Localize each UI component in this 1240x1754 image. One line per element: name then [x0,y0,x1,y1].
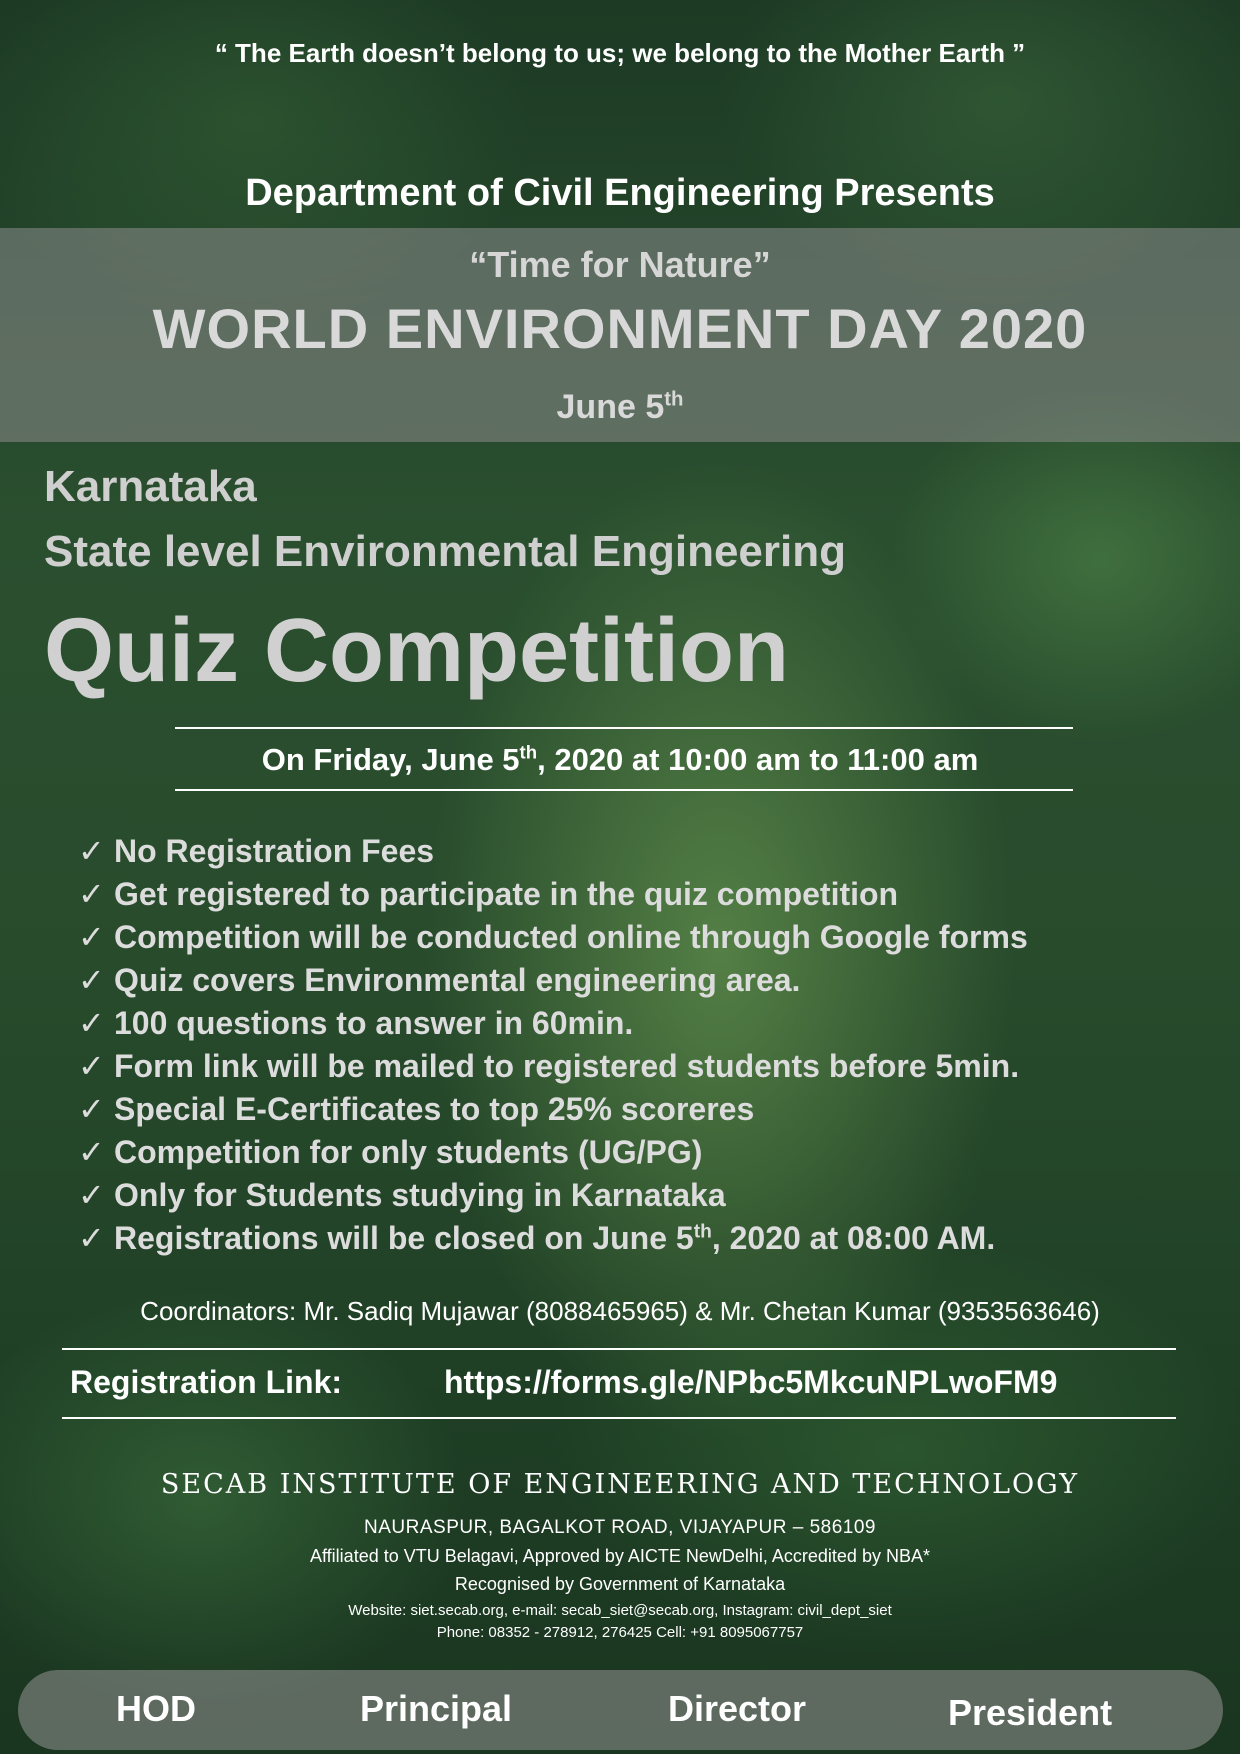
institute-contact-web: Website: siet.secab.org, e-mail: secab_siet@secab.org, Instagram: civil_dept_siet [348,1602,892,1619]
institute-contact-phone: Phone: 08352 - 278912, 276425 Cell: +91 8095067757 [436,1624,804,1641]
list-item [78,830,1228,873]
list-item [78,959,1228,1002]
list-item [78,1045,1228,1088]
institute-recognition: Recognised by Government of Karnataka [454,1574,786,1594]
feature-text: No Registration Fees [114,833,435,869]
feature-text-post: , 2020 at 08:00 AM. [711,1220,996,1256]
feature-text-pre: Registrations will be closed on June 5 [114,1220,694,1256]
presenter-heading: Department of Civil Engineering Presents [245,172,995,214]
registration-top-rule [62,1348,1176,1350]
schedule-pre: On Friday, June 5 [261,742,520,777]
signatory-hod: HOD [116,1688,196,1729]
check-icon: ✓ [78,1220,105,1256]
theme-text: “Time for Nature” [469,244,771,285]
check-icon: ✓ [78,1048,105,1084]
feature-list [78,830,1228,1260]
feature-text: Only for Students studying in Karnataka [114,1177,726,1213]
check-icon: ✓ [78,833,105,869]
check-icon: ✓ [78,1091,105,1127]
check-icon: ✓ [78,876,105,912]
list-item [78,1174,1228,1217]
registration-link[interactable]: https://forms.gle/NPbc5MkcuNPLwoFM9 [444,1364,1058,1400]
feature-text-sup: th [693,1221,712,1243]
coordinators-text: Coordinators: Mr. Sadiq Mujawar (8088465965) & Mr. Chetan Kumar (9353563646) [140,1296,1100,1326]
feature-text: Form link will be mailed to registered students before 5min. [114,1048,1020,1084]
schedule-sup: th [519,741,538,763]
feature-text: Get registered to participate in the quiz competition [114,876,899,912]
feature-text: 100 questions to answer in 60min. [114,1005,634,1041]
event-date [0,388,1240,427]
signatory-president: President [948,1692,1113,1733]
check-icon: ✓ [78,1134,105,1170]
event-title: WORLD ENVIRONMENT DAY 2020 [152,297,1088,360]
check-icon: ✓ [78,919,105,955]
list-item [78,1131,1228,1174]
institute-address: NAURASPUR, BAGALKOT ROAD, VIJAYAPUR – 586109 [364,1517,876,1538]
check-icon: ✓ [78,1177,105,1213]
list-item [78,1088,1228,1131]
feature-text: Competition will be conducted online through Google forms [114,919,1028,955]
list-item [78,873,1228,916]
schedule-top-rule [175,727,1073,729]
signatory-principal: Principal [360,1688,513,1729]
schedule-text [0,742,1240,778]
feature-text: Competition for only students (UG/PG) [114,1134,703,1170]
region-text: Karnataka [44,462,257,511]
list-item [78,916,1228,959]
registration-bottom-rule [62,1417,1176,1419]
institute-affiliation: Affiliated to VTU Belagavi, Approved by AICTE NewDelhi, Accredited by NBA* [310,1546,930,1566]
level-text: State level Environmental Engineering [44,527,846,576]
list-item [78,1217,1228,1260]
event-date-text: June 5 [556,388,665,426]
institute-name: SECAB INSTITUTE OF ENGINEERING AND TECHNOLOGY [160,1469,1080,1500]
competition-title: Quiz Competition [44,601,789,701]
event-date-sup: th [664,388,684,411]
feature-text: Quiz covers Environmental engineering area. [114,962,801,998]
quote-text: “ The Earth doesn’t belong to us; we belong to the Mother Earth ” [214,38,1026,68]
signatory-director: Director [668,1688,807,1729]
schedule-bottom-rule [175,789,1073,791]
check-icon: ✓ [78,1005,105,1041]
registration-label: Registration Link: [70,1364,343,1400]
check-icon: ✓ [78,962,105,998]
schedule-post: , 2020 at 10:00 am to 11:00 am [537,742,979,777]
feature-text: Special E-Certificates to top 25% scoreres [114,1091,755,1127]
list-item [78,1002,1228,1045]
